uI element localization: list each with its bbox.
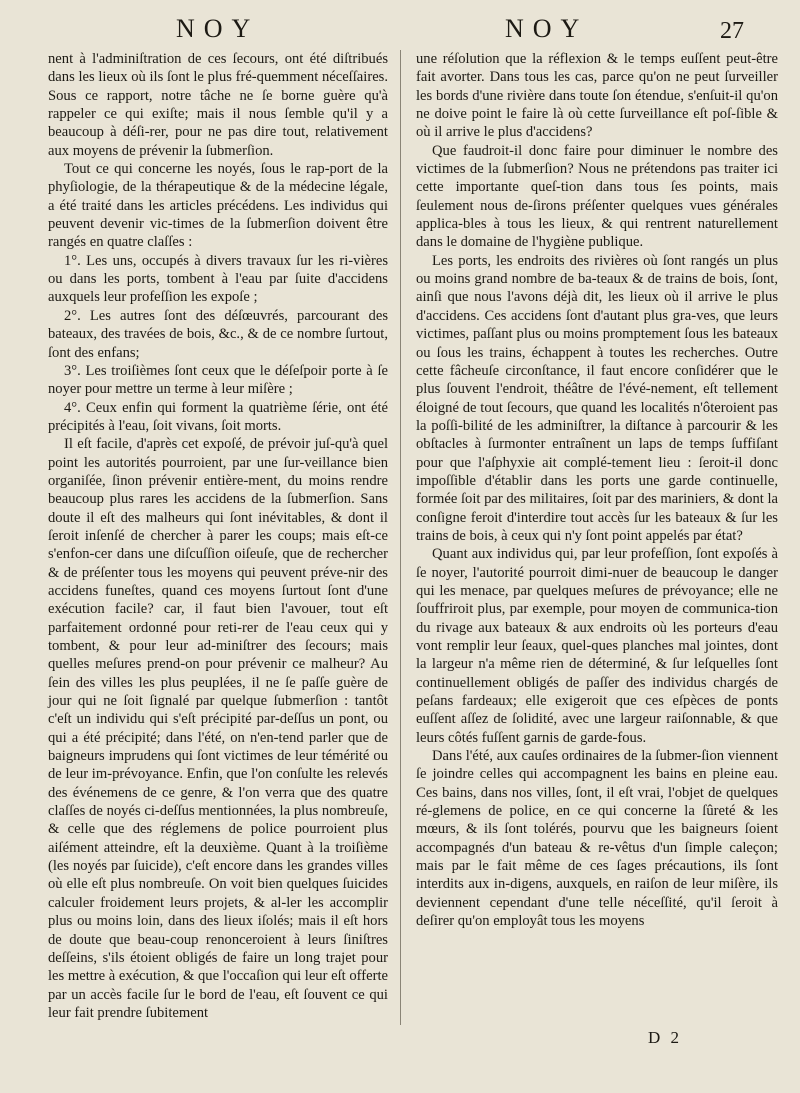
left-paragraph: 4°. Ceux enfin qui forment la quatrième ſérie, ont été précipités à l'eau, ſoit vivans, ſoit morts. (48, 399, 388, 434)
page-number: 27 (720, 18, 744, 44)
running-head-right: NOY (505, 14, 589, 43)
running-header (0, 14, 800, 48)
left-paragraph: 3°. Les troiſièmes ſont ceux que le déſeſpoir porte à ſe noyer pour mettre un terme à leur miſère ; (48, 362, 388, 398)
left-paragraph: 2°. Les autres ſont des déſœuvrés, parcourant des bateaux, des travées de bois, &c., & de ce nombre ſurtout, ſont des enfans; (48, 307, 388, 361)
right-paragraph: Quant aux individus qui, par leur profeſſion, ſont expoſés à ſe noyer, l'autorité pourroit dimi-nuer de beaucoup le danger qui les menace, par quelques meſures de prévoyance; elle ne ſouffriroit plus, par exemple, pour moyen de communica-tion du rivage aux bateaux & aux endroits où les porteurs d'eau vont remplir leur ſeaux, quel-ques planches mal jointes, dont la largeur n'a même rien de déterminé, & ſur leſquelles ſont continuellement obligés de paſſer des individus chargés de peſans fardeaux; elle exigeroit que ces eſpèces de ponts euſſent aſſez de ſolidité, avec une largeur raiſonnable, & que leurs côtés fuſſent garnis de garde-fous. (416, 546, 778, 746)
left-column (48, 50, 388, 1022)
right-paragraph: Dans l'été, aux cauſes ordinaires de la ſubmer-ſion viennent ſe joindre celles qui accompagnent les bains en pleine eau. Ces bains, dans nos villes, ſont, il eſt vrai, l'objet de quelques ré-glemens de police, en ce qui concerne la ſûreté & les mœurs, & ils ſont tolérés, pourvu que les baigneurs ſoient accompagnés d'un bateau & re-vêtus d'un ſimple caleçon; mais par le fait même de ces ſages précautions, ils ſont interdits aux in-digens, auxquels, en raiſon de leur miſère, ils deviennent cependant d'une telle néceſſité, qu'il ſeroit à deſirer qu'on employât tous les moyens (416, 748, 778, 930)
left-paragraph: Tout ce qui concerne les noyés, ſous le rap-port de la phyſiologie, de la thérapeutique & de la médecine légale, a été traité dans les articles précédens. Les individus qui peuvent devenir vic-times de la ſubmerſion doivent être rangés en quatre claſſes : (48, 161, 388, 251)
column-divider (400, 50, 401, 1025)
running-head-left: NOY (176, 14, 260, 43)
right-column (416, 50, 778, 931)
left-paragraph: 1°. Les uns, occupés à divers travaux ſur les ri-vières ou dans les ports, tombent à l'eau par ſuite d'accidens auxquels leur profeſſion les expoſe ; (48, 252, 388, 306)
right-paragraph: Les ports, les endroits des rivières où ſont rangés un plus ou moins grand nombre de ba-teaux & de trains de bois, ſont, ainſi que nous l'avons déjà dit, les lieux où il arrive le plus d'accidens. Ces accidens ſont d'autant plus gra-ves, que leurs victimes, paſſant plus ou moins promptement ſous les bateaux ou ſous les trains, échappent à toutes les recherches. Outre cette fâcheuſe circonſtance, il faut encore conſidérer que le plus ſouvent l'endroit, théâtre de l'évé-nement, eſt tellement éloigné de tout ſecours, que quand les localités n'ôteroient pas la poſſi-bilité de les adminiſtrer, la diſtance à parcourir & les obſtacles à ſurmonter entraînent un laps de temps ſuffiſant pour que l'aſphyxie ait complé-tement lieu : ſeroit-il donc impoſſible d'établir dans les ports une garde continuelle, formée ſoit par des militaires, ſoit par des mariniers, & dont la conſigne feroit d'interdire tout accès ſur les bateaux & ſur les trains de bois, à ceux qui n'y ſont point appelés par état? (416, 252, 778, 544)
signature-mark: D 2 (648, 1028, 683, 1047)
left-paragraph: nent à l'adminiſtration de ces ſecours, ont été diſtribués dans les lieux où ils ſont le plus fré-quemment néceſſaires. Sous ce rapport, notre tâche ne ſe borne guère qu'à rappeler ce qui exiſte; mais il nous ſemble qu'il y a beaucoup à déſi-rer, pour ne pas dire tout, relativement aux moyens de prévenir la ſubmerſion. (48, 51, 388, 159)
right-paragraph: une réſolution que la réflexion & le temps euſſent peut-être fait avorter. Dans tous les cas, parce qu'on ne peut ſurveiller les bords d'une rivière dans toute ſon étendue, s'enſuit-il qu'on ne doive point le faire là où cette ſurveillance eſt poſ-ſible & où il arrive le plus d'accidens? (416, 51, 778, 141)
right-paragraph: Que faudroit-il donc faire pour diminuer le nombre des victimes de la ſubmerſion? Nous ne prétendons pas traiter ici cette importante queſ-tion dans tous ſes points, mais ſeulement nous de-ſirons préſenter quelques vues générales applica-bles à tous les lieux, & qui rentrent naturellement dans le domaine de l'hygiène publique. (416, 142, 778, 251)
left-paragraph: Il eſt facile, d'après cet expoſé, de prévoir juſ-qu'à quel point les autorités pourroient, par une ſur-veillance bien organiſée, ſinon prévenir entière-ment, du moins rendre beaucoup plus rares les accidens de la ſubmerſion. Sans doute il eſt des malheurs qui ſont inévitables, & dont il ſeroit inſenſé de chercher à parer les coups; mais eſt-ce s'enfon-cer dans une diſcuſſion oiſeuſe, que de rechercher & de préſenter tous les moyens qui peuvent préve-nir des accidens funeſtes, quand ces moyens ſurtout ſont d'une exécution facile? car, il faut bien l'avouer, tout eſt parfaitement ordonné pour reti-rer de l'eau ceux qui y tombent, & pour leur ad-miniſtrer des ſecours; mais quelles meſures prend-on pour prévenir ce malheur? Au ſein des villes les plus peuplées, il ne ſe paſſe guère de jour qui ne ſoit ſignalé par quelque ſubmerſion : tantôt c'eſt un individu qui s'eſt précipité par-deſſus un pont, ou qui a été précipité; dans l'été, on n'en-tend parler que de baigneurs imprudens qui ſont victimes de leur témérité ou de leur im-prévoyance. Enfin, que l'on conſulte les relevés des événemens de ce genre, & l'on verra que des quatre claſſes de noyés ci-deſſus mentionnées, la plus nombreuſe, & celle que des réglemens de police pourroient plus aiſément atteindre, eſt la deuxième. Quant à la troiſième (les noyés par ſuicide), c'eſt encore dans les grandes villes où elle eſt plus nombreuſe. On voit bien quelques ſuicides calculer froidement leurs projets, & al-ler les accomplir plus ou moins loin, dans des lieux iſolés; mais il eſt hors de doute que beau-coup renonceroient à leurs ſiniſtres deſſeins, s'ils étoient obligés de faire un long trajet pour les mettre à exécution, & que l'occaſion qui leur eſt offerte par un accès facile ſur le bord de l'eau, eſt ſouvent ce qui leur fait prendre ſubitement (48, 436, 388, 1021)
